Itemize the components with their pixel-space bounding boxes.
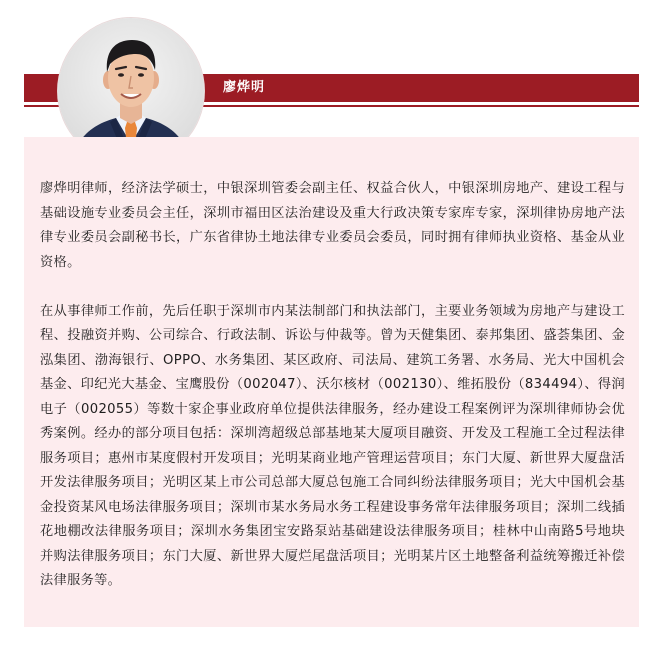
bio-text: [40, 177, 625, 594]
bio-paragraph-experience: 在从事律师工作前，先后任职于深圳市内某法制部门和执法部门，主要业务领域为房地产与建设工程、投融资并购、公司综合、行政法制、诉讼与仲裁等。曾为天健集团、泰邦集团、盛荟集团、金泓集团、渤海银行、OPPO、水务集团、某区政府、司法局、建筑工务署、水务局、光大中国机会基金、印纪光大基金、宝鹰股份（002047）、沃尔核材（002130）、维拓股份（834494）、得润电子（002055）等数十家企事业政府单位提供法律服务，经办建设工程案例评为深圳律师协会优秀案例。经办的部分项目包括：深圳湾超级总部基地某大厦项目融资、开发及工程施工全过程法律服务项目；惠州市某度假村开发项目；光明某商业地产管理运营项目；东门大厦、新世界大厦盘活开发法律服务项目；光明区某上市公司总部大厦总包施工合同纠纷法律服务项目；光大中国机会基金投资某风电场法律服务项目；深圳市某水务局水务工程建设事务常年法律服务项目；深圳二线插花地棚改法律服务项目；深圳水务集团宝安路泵站基础建设法律服务项目；桂林中山南路5号地块并购法律服务项目；东门大厦、新世界大厦烂尾盘活项目；光明某片区土地整备利益统筹搬迁补偿法律服务等。: [40, 303, 625, 588]
bio-paragraph-intro: 廖烨明律师，经济法学硕士，中银深圳管委会副主任、权益合伙人，中银深圳房地产、建设工程与基础设施专业委员会主任，深圳市福田区法治建设及重大行政决策专家库专家，深圳律协房地产法律专业委员会副秘书长，广东省律协土地法律专业委员会委员，同时拥有律师执业资格、基金从业资格。: [40, 181, 625, 270]
lawyer-name: 廖烨明: [223, 80, 266, 95]
